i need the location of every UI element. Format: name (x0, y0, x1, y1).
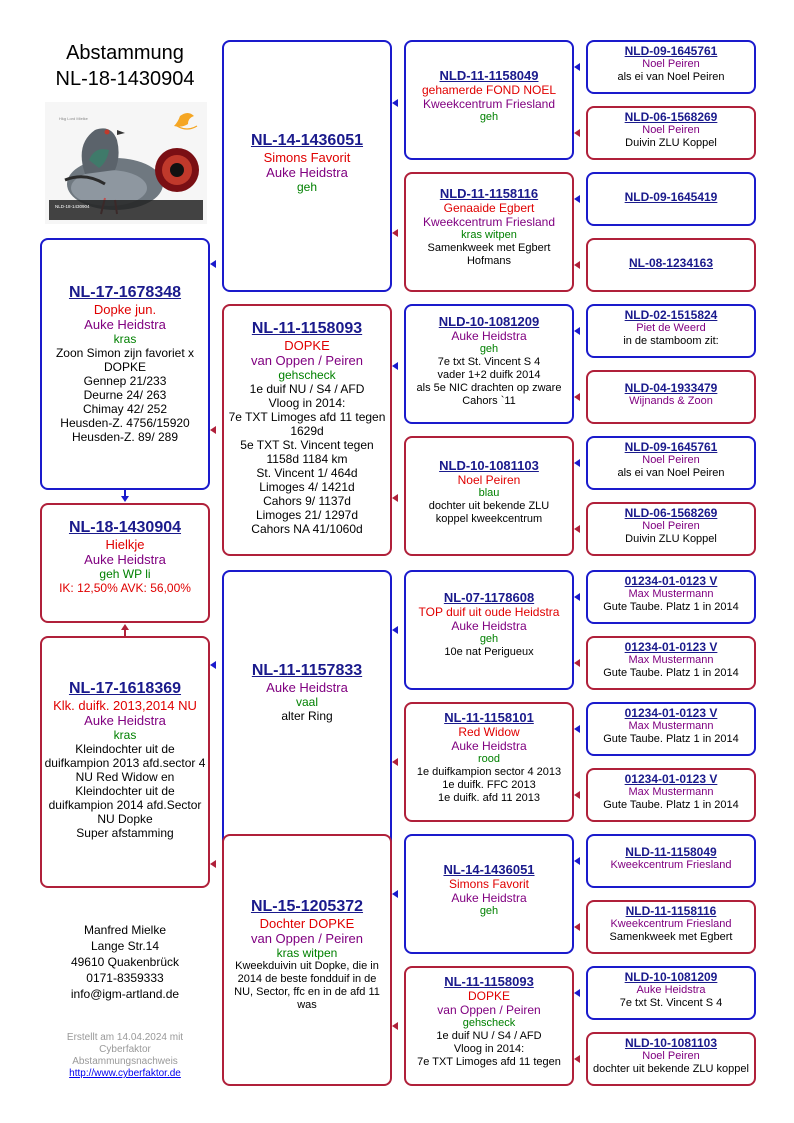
arrow-left-icon (392, 1022, 398, 1030)
credit-line: Erstellt am 14.04.2024 mit (66, 1032, 184, 1043)
mmm-info: 7e TXT Limoges afd 11 tegen (417, 1056, 561, 1068)
father-info: Heusden-Z. 89/ 289 (71, 430, 179, 444)
mfm-ring[interactable]: NL-11-1158101 (444, 710, 534, 725)
arrow-left-icon (392, 99, 398, 107)
mff-info: 10e nat Perigueux (444, 646, 534, 658)
mother-color: kras (113, 728, 137, 742)
g4-box[interactable] (586, 834, 756, 888)
mmf-color: geh (479, 905, 499, 917)
g4-info: Gute Taube. Platz 1 in 2014 (603, 799, 739, 811)
fmf-ring[interactable]: NLD-10-1081209 (438, 314, 540, 329)
fm-info: 7e TXT Limoges afd 11 tegen (228, 410, 386, 424)
mother-info: duifkampion 2013 afd.sector 4 (44, 756, 206, 770)
g4-ring[interactable]: NLD-09-1645761 (624, 44, 718, 58)
subject-stats: IK: 12,50% AVK: 56,00% (59, 581, 191, 595)
g4-box[interactable] (586, 570, 756, 624)
mmm-info: Vloog in 2014: (453, 1043, 525, 1055)
mff-breeder: Auke Heidstra (451, 619, 527, 633)
g4-box[interactable] (586, 304, 756, 358)
arrow-left-icon (574, 63, 580, 71)
mmf-box[interactable] (404, 834, 574, 954)
arrow-left-icon (574, 659, 580, 667)
subject-color: geh WP li (99, 567, 151, 581)
mfm-info: 1e duifkampion sector 4 2013 (416, 766, 562, 778)
page-title (40, 40, 210, 92)
arrow-left-icon (392, 494, 398, 502)
fff-color: geh (479, 111, 499, 123)
owner-name: Manfred Mielke (83, 923, 167, 937)
g4-breeder: Kweekcentrum Friesland (610, 859, 732, 871)
g4-breeder: Noel Peiren (642, 1050, 700, 1062)
fff-ring[interactable]: NLD-11-1158049 (439, 68, 539, 83)
ff-breeder: Auke Heidstra (266, 165, 348, 180)
g4-info: Gute Taube. Platz 1 in 2014 (603, 733, 739, 745)
g4-ring[interactable]: NLD-04-1933479 (624, 381, 718, 395)
pigeon-photo (45, 102, 207, 224)
g4-ring[interactable]: NLD-06-1568269 (624, 506, 718, 520)
fmm-name: Noel Peiren (457, 473, 521, 487)
owner-street: Lange Str.14 (90, 939, 160, 953)
arrow-left-icon (574, 195, 580, 203)
arrow-left-icon (574, 327, 580, 335)
g4-box[interactable] (586, 40, 756, 94)
fmm-info: dochter uit bekende ZLU (428, 500, 550, 512)
father-info: DOPKE (103, 360, 146, 374)
fff-box[interactable] (404, 40, 574, 160)
mother-info: duifkampion 2014 afd.Sector (48, 798, 202, 812)
g4-info: als ei van Noel Peiren (617, 467, 725, 479)
g4-breeder: Max Mustermann (628, 588, 714, 600)
arrow-left-icon (392, 626, 398, 634)
father-info: Chimay 42/ 252 (82, 402, 168, 416)
g4-box[interactable] (586, 502, 756, 556)
owner-block (40, 922, 210, 1002)
subject-breeder: Auke Heidstra (84, 552, 166, 567)
mm-info: NU, Sector, ffc en in de afd 11 (234, 986, 380, 998)
g4-breeder: Noel Peiren (642, 454, 700, 466)
mother-breeder: Auke Heidstra (84, 713, 166, 728)
fff-name: gehamerde FOND NOEL (421, 83, 557, 97)
mm-info: Kweekduivin uit Dopke, die in (235, 960, 379, 972)
g4-info: Duivin ZLU Koppel (625, 533, 717, 545)
g4-info: Duivin ZLU Koppel (625, 137, 717, 149)
g4-breeder: Noel Peiren (642, 58, 700, 70)
father-info: Gennep 21/233 (83, 374, 167, 388)
g4-breeder: Max Mustermann (628, 786, 714, 798)
mm-info: 2014 de beste fondduif in de (237, 973, 377, 985)
g4-ring[interactable]: NLD-09-1645761 (624, 440, 718, 454)
g4-breeder: Noel Peiren (642, 124, 700, 136)
g4-ring[interactable]: NL-08-1234163 (628, 256, 714, 270)
fm-breeder: van Oppen / Peiren (250, 353, 364, 368)
fm-ring[interactable]: NL-11-1158093 (251, 320, 363, 337)
fmf-box[interactable] (404, 304, 574, 424)
arrow-left-icon (574, 459, 580, 467)
ff-box[interactable] (222, 40, 392, 292)
g4-box[interactable] (586, 238, 756, 292)
title-line-1: Abstammung (66, 42, 184, 64)
photo-caption: Hkg Lord Mielke (59, 116, 88, 121)
ffm-name: Genaaide Egbert (443, 201, 535, 215)
mm-breeder: van Oppen / Peiren (250, 931, 364, 946)
mother-info: Kleindochter uit de (75, 742, 175, 756)
mff-color: geh (479, 633, 499, 645)
owner-phone: 0171-8359333 (86, 971, 164, 985)
mm-name: Dochter DOPKE (259, 916, 355, 931)
fmf-info: Cahors `11 (462, 395, 516, 407)
g4-info: Gute Taube. Platz 1 in 2014 (603, 601, 739, 613)
g4-ring[interactable]: NLD-10-1081209 (624, 970, 718, 984)
fm-info: Limoges 21/ 1297d (255, 508, 359, 522)
connector-line (124, 629, 126, 637)
arrow-left-icon (574, 989, 580, 997)
fm-info: Cahors NA 41/1060d (251, 522, 363, 536)
ffm-color: kras witpen (461, 229, 517, 241)
arrow-left-icon (574, 129, 580, 137)
g4-breeder: Auke Heidstra (636, 984, 706, 996)
fmm-box[interactable] (404, 436, 574, 556)
mother-ring[interactable]: NL-17-1618369 (68, 680, 182, 697)
g4-ring[interactable]: NLD-06-1568269 (624, 110, 718, 124)
mf-ring[interactable]: NL-11-1157833 (251, 662, 363, 679)
ff-ring[interactable]: NL-14-1436051 (250, 132, 364, 149)
mmm-name: DOPKE (467, 989, 510, 1003)
g4-box[interactable] (586, 370, 756, 424)
owner-email[interactable]: info@igm-artland.de (70, 987, 180, 1001)
arrow-left-icon (210, 426, 216, 434)
mfm-box[interactable] (404, 702, 574, 822)
fm-info: Cahors 9/ 1137d (263, 494, 351, 508)
g4-box[interactable] (586, 636, 756, 690)
g4-breeder: Max Mustermann (628, 720, 714, 732)
fmf-breeder: Auke Heidstra (451, 329, 527, 343)
mm-color: kras witpen (276, 946, 338, 960)
mmm-box[interactable] (404, 966, 574, 1086)
ffm-box[interactable] (404, 172, 574, 292)
arrow-left-icon (574, 261, 580, 269)
mother-box[interactable] (40, 636, 210, 888)
g4-breeder: Max Mustermann (628, 654, 714, 666)
arrow-left-icon (392, 362, 398, 370)
g4-box[interactable] (586, 768, 756, 822)
arrow-left-icon (574, 923, 580, 931)
g4-info: als ei van Noel Peiren (617, 71, 725, 83)
ffm-ring[interactable]: NLD-11-1158116 (439, 186, 539, 201)
ffm-breeder: Kweekcentrum Friesland (422, 215, 556, 229)
fm-info: 1158d 1184 km (266, 452, 348, 466)
ffm-info: Samenkweek met Egbert (427, 242, 551, 254)
g4-breeder: Wijnands & Zoon (629, 395, 713, 407)
g4-ring[interactable]: 01234-01-0123 V (624, 772, 718, 786)
g4-box[interactable] (586, 900, 756, 954)
mff-ring[interactable]: NL-07-1178608 (443, 590, 535, 605)
mmm-ring[interactable]: NL-11-1158093 (444, 974, 534, 989)
father-color: kras (113, 332, 137, 346)
mfm-breeder: Auke Heidstra (451, 739, 527, 753)
mother-info: Super afstamming (76, 826, 174, 840)
mf-color: vaal (295, 695, 318, 709)
fm-info: Vloog in 2014: (268, 396, 346, 410)
title-line-2: NL-18-1430904 (55, 68, 195, 90)
fm-name: DOPKE (284, 338, 330, 353)
g4-info: Gute Taube. Platz 1 in 2014 (603, 667, 739, 679)
father-box[interactable] (40, 238, 210, 490)
arrow-down-icon (121, 496, 129, 502)
g4-info: 7e txt St. Vincent S 4 (619, 997, 723, 1009)
g4-info: in de stamboom zit: (623, 335, 719, 347)
mmf-name: Simons Favorit (448, 877, 530, 891)
g4-box[interactable] (586, 702, 756, 756)
mmf-ring[interactable]: NL-14-1436051 (443, 862, 535, 877)
mm-info: was (297, 999, 317, 1011)
arrow-left-icon (392, 890, 398, 898)
fm-info: 5e TXT St. Vincent tegen (240, 438, 374, 452)
eye-icon (155, 148, 199, 192)
arrow-left-icon (574, 393, 580, 401)
g4-ring[interactable]: NLD-11-1158116 (625, 904, 717, 918)
arrow-left-icon (210, 661, 216, 669)
g4-ring[interactable]: NLD-10-1081103 (624, 1036, 718, 1050)
mff-box[interactable] (404, 570, 574, 690)
mfm-info: 1e duifk. FFC 2013 (442, 779, 536, 791)
g4-ring[interactable]: NLD-02-1515824 (624, 308, 718, 322)
arrow-left-icon (574, 525, 580, 533)
fm-info: St. Vincent 1/ 464d (256, 466, 358, 480)
fm-color: gehscheck (278, 368, 336, 382)
g4-info: Samenkweek met Egbert (609, 931, 733, 943)
mmm-color: gehscheck (462, 1017, 516, 1029)
g4-box[interactable] (586, 966, 756, 1020)
father-info: Heusden-Z. 4756/15920 (60, 416, 190, 430)
mf-breeder: Auke Heidstra (266, 680, 348, 695)
arrow-left-icon (574, 857, 580, 865)
g4-box[interactable] (586, 436, 756, 490)
mmm-breeder: van Oppen / Peiren (437, 1003, 541, 1017)
ff-color: geh (296, 180, 318, 194)
credit-line: Abstammungsnachweis (72, 1056, 178, 1067)
photo-overlay-name: NLD-18-1430904 (55, 204, 90, 209)
mother-info: Kleindochter uit de (75, 784, 175, 798)
mmf-breeder: Auke Heidstra (451, 891, 527, 905)
g4-breeder: Noel Peiren (642, 520, 700, 532)
g4-breeder: Kweekcentrum Friesland (610, 918, 732, 930)
mfm-color: rood (477, 753, 501, 765)
arrow-left-icon (574, 1055, 580, 1063)
fmf-info: 7e txt St. Vincent S 4 (437, 356, 541, 368)
credit-line: Cyberfaktor (99, 1044, 151, 1055)
father-ring[interactable]: NL-17-1678348 (68, 284, 182, 301)
fmf-info: vader 1+2 duifk 2014 (437, 369, 541, 381)
fmm-ring[interactable]: NLD-10-1081103 (439, 458, 539, 473)
mm-ring[interactable]: NL-15-1205372 (250, 898, 364, 915)
mfm-name: Red Widow (458, 725, 520, 739)
fm-info: 1e duif NU / S4 / AFD (249, 382, 365, 396)
ffm-info: Hofmans (466, 255, 512, 267)
fm-box[interactable] (222, 304, 392, 556)
fmf-info: als 5e NIC drachten op zware (416, 382, 562, 394)
fmm-color: blau (478, 487, 500, 499)
fm-info: 1629d (290, 424, 324, 438)
g4-ring[interactable]: 01234-01-0123 V (624, 706, 718, 720)
fff-breeder: Kweekcentrum Friesland (422, 97, 556, 111)
father-info: Deurne 24/ 263 (83, 388, 167, 402)
arrow-left-icon (210, 260, 216, 268)
mff-name: TOP duif uit oude Heidstra (418, 605, 560, 619)
subject-box[interactable] (40, 503, 210, 623)
arrow-left-icon (574, 725, 580, 733)
father-breeder: Auke Heidstra (84, 317, 166, 332)
arrow-up-icon (121, 624, 129, 630)
g4-ring[interactable]: NLD-09-1645419 (624, 190, 718, 204)
fm-info: Limoges 4/ 1421d (259, 480, 355, 494)
mmm-info: 1e duif NU / S4 / AFD (436, 1030, 542, 1042)
g4-box[interactable] (586, 106, 756, 160)
mfm-info: 1e duifk. afd 11 2013 (438, 792, 540, 804)
arrow-left-icon (392, 229, 398, 237)
mf-info: alter Ring (281, 709, 333, 723)
g4-ring[interactable]: NLD-11-1158049 (625, 845, 717, 859)
ff-name: Simons Favorit (263, 150, 351, 165)
subject-name: Hielkje (105, 537, 145, 552)
arrow-left-icon (574, 791, 580, 799)
arrow-left-icon (210, 860, 216, 868)
father-name: Dopke jun. (93, 302, 157, 317)
g4-breeder: Piet de Weerd (636, 322, 706, 334)
g4-ring[interactable]: 01234-01-0123 V (624, 640, 718, 654)
credit-link[interactable]: http://www.cyberfaktor.de (69, 1068, 181, 1079)
fmf-color: geh (479, 343, 499, 355)
g4-ring[interactable]: 01234-01-0123 V (624, 574, 718, 588)
subject-ring[interactable]: NL-18-1430904 (68, 519, 182, 536)
g4-info: dochter uit bekende ZLU koppel (593, 1063, 749, 1075)
mother-info: NU Dopke (97, 812, 153, 826)
g4-box[interactable] (586, 1032, 756, 1086)
mother-info: NU Red Widow en (75, 770, 175, 784)
arrow-left-icon (392, 758, 398, 766)
g4-box[interactable] (586, 172, 756, 226)
arrow-left-icon (574, 593, 580, 601)
fmm-info: koppel kweekcentrum (435, 513, 543, 525)
owner-city: 49610 Quakenbrück (70, 955, 180, 969)
father-info: Zoon Simon zijn favoriet x (55, 346, 195, 360)
mother-name: Klk. duifk. 2013,2014 NU (53, 698, 197, 713)
mm-box[interactable] (222, 834, 392, 1086)
credit-block (40, 1032, 210, 1080)
